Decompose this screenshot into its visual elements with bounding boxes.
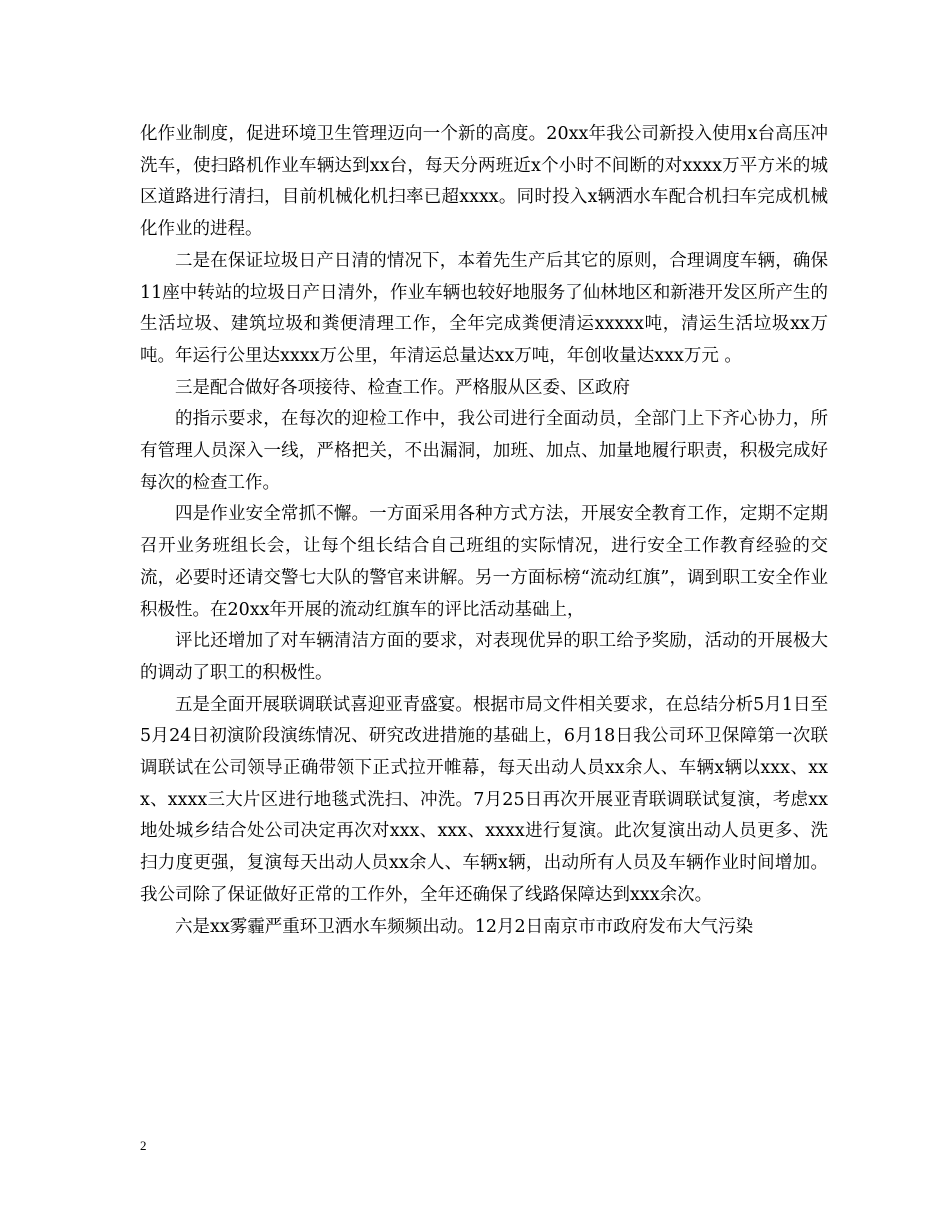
paragraph-7: 五是全面开展联调联试喜迎亚青盛宴。根据市局文件相关要求，在总结分析5月1日至5月24日初演阶段演练情况、研究改进措施的基础上，6月18日我公司环卫保障第一次联调联试在公司领导正确带领下正式拉开帷幕，每天出动人员xx余人、车辆x辆以xxx、xxx、xxxx三大片区进行地毯式洗扫、冲洗。7月25日再次开展亚青联调联试复演，考虑xx地处城乡结合处公司决定再次对xxx、xxx、xxxx进行复演。此次复演出动人员更多、洗扫力度更强，复演每天出动人员xx余人、车辆x辆，出动所有人员及车辆作业时间增加。我公司除了保证做好正常的工作外，全年还确保了线路保障达到xxx余次。 — [140, 694, 828, 905]
body-text — [140, 119, 828, 943]
page-number: 2 — [140, 1138, 147, 1153]
paragraph-2: 二是在保证垃圾日产日清的情况下，本着先生产后其它的原则，合理调度车辆，确保11座中转站的垃圾日产日清外，作业车辆也较好地服务了仙林地区和新港开发区所产生的生活垃圾、建筑垃圾和粪便清理工作，全年完成粪便清运xxxxx吨，清运生活垃圾xx万吨。年运行公里达xxxx万公里，年清运总量达xx万吨，年创收量达xxx万元 。 — [140, 250, 828, 366]
paragraph-8: 六是xx雾霾严重环卫洒水车频频出动。12月2日南京市市政府发布大气污染 — [175, 916, 754, 937]
paragraph-4: 的指示要求，在每次的迎检工作中，我公司进行全面动员，全部门上下齐心协力，所有管理人员深入一线，严格把关，不出漏洞，加班、加点、加量地履行职责，积极完成好每次的检查工作。 — [140, 409, 828, 493]
paragraph-5: 四是作业安全常抓不懈。一方面采用各种方式方法，开展安全教育工作，定期不定期召开业务班组长会，让每个组长结合自己班组的实际情况，进行安全工作教育经验的交流，必要时还请交警七大队的警官来讲解。另一方面标榜“流动红旗”，调到职工安全作业积极性。在20xx年开展的流动红旗车的评比活动基础上， — [140, 504, 828, 620]
paragraph-1: 化作业制度，促进环境卫生管理迈向一个新的高度。20xx年我公司新投入使用x台高压冲洗车，使扫路机作业车辆达到xx台，每天分两班近x个小时不间断的对xxxx万平方米的城区道路进行清扫，目前机械化机扫率已超xxxx。同时投入x辆洒水车配合机扫车完成机械化作业的进程。 — [140, 124, 828, 240]
paragraph-6: 评比还增加了对车辆清洁方面的要求，对表现优异的职工给予奖励，活动的开展极大的调动了职工的积极性。 — [140, 631, 828, 683]
paragraph-3: 三是配合做好各项接待、检查工作。严格服从区委、区政府 — [175, 377, 630, 398]
